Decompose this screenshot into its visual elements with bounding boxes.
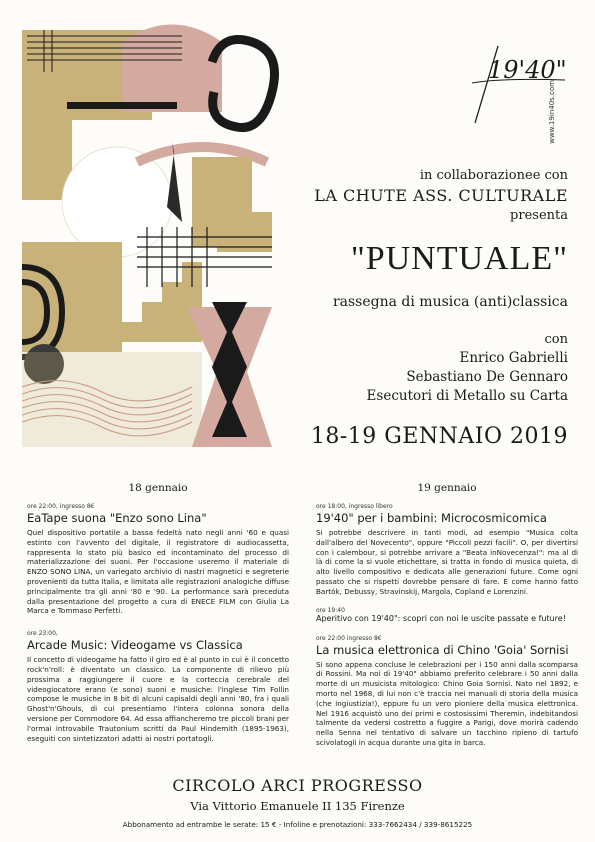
svg-text:19'40": 19'40" bbox=[488, 56, 567, 84]
event-title: EaTape suona "Enzo sono Lina" bbox=[27, 511, 207, 525]
event-title: "PUNTUALE" bbox=[350, 240, 568, 277]
event-title: La musica elettronica di Chino 'Goia' Sornisi bbox=[316, 642, 569, 657]
event-title: 19'40" per i bambini: Microcosmicomica bbox=[316, 511, 547, 525]
event-time: ore 19:40 bbox=[316, 606, 345, 614]
venue-address: Via Vittorio Emanuele II 135 Firenze bbox=[190, 799, 405, 813]
day1-event-2 bbox=[27, 630, 289, 743]
event-time: ore 23:00, bbox=[27, 630, 58, 638]
poster-artwork bbox=[22, 22, 284, 447]
artist-3: Esecutori di Metallo su Carta bbox=[366, 388, 568, 404]
event-time: ore 18:00, ingresso libero bbox=[316, 503, 393, 510]
event-description: Si sono appena concluse le celebrazioni per i 150 anni dalla scomparsa di Rossini. Ma noi di 19'40" abbiamo preferito celebrare i 50 anni dalla morte di un musicista mitologico: Chino Goia Sornisi. Nato nel 1892, e morto nel 1968, di lui non c'è traccia nei manuali di storia della musica (che ingiustizia!), eppure fu un vero pioniere della musica elettronica. Nel 1916 acquistò uno dei primi e costosissimi Theremin, indebitandosi talmente da vedersi costretto a fuggire a Parigi, dove morirà cadendo nella Senna nel tentativo di salvare un tacchino ripieno di tartufo scivolatogli in acqua durante una gita in barca. bbox=[316, 659, 578, 747]
footer-info: Abbonamento ad entrambe le serate: 15 € - Infoline e prenotazioni: 333-7662434 / 339-8615225 bbox=[122, 820, 473, 829]
day1-heading: 18 gennaio bbox=[128, 482, 188, 494]
event-description: Si potrebbe descrivere in tanti modi, ad esempio "Musica colta dall'albero del Novecento", oppure "Piccoli pezzi facili". O, per divertirsi con i calembour, si potrebbe arrivare a "Beata inNovecenza!": ma al di là di come la si vuole etichettare, si tratta in fondo di musica quieta, di alto livello compositivo e dedicata alle generazioni future. Come ogni passato che si rispetti dovrebbe pensare di fare. E come hanno fatto Bartók, Debussy, Stravinskij, Margola, Copland e Lorenzini. bbox=[316, 528, 578, 596]
event-time: ore 22:00 ingresso 8€ bbox=[316, 634, 382, 642]
with-line: con bbox=[544, 332, 568, 347]
event-description: Il concetto di videogame ha fatto il giro ed è al punto in cui è il concetto rock'n'roll: è diventato un classico. La componente di rilievo più prossima a raggiungere il cuore e la corteccia cerebrale del videogiocatore erano (e sono) suoni e musiche: l'inglese Tim Follin compose le musiche in 8 bit di alcuni capisaldi degli anni '80, fra i quali Ghost'n'Ghouls, di cui presentiamo l'intera colonna sonora della versione per Commodore 64. Ad essa affiancheremo tre piccoli brani per l'ormai introvabile Trautonium scritti da Paul Hindemith (1895-1963), eseguiti con sintetizzatori adatti ai nostri portatogli. bbox=[27, 655, 289, 743]
day1-column bbox=[27, 482, 289, 743]
presents-line: presenta bbox=[510, 208, 568, 223]
artist-2: Sebastiano De Gennaro bbox=[406, 369, 568, 385]
venue-name: CIRCOLO ARCI PROGRESSO bbox=[172, 776, 423, 795]
event-description: Quel dispositivo portatile a bassa fedeltà nato negli anni '60 e quasi estinto con l'avvento del digitale, il registratore di audiocassetta, rappresenta lo stato più basico ed incontaminato del processo di materializzazione dei suoni. Per l'occasione useremo il materiale di ENZO SONO LINA, un variegato archivio di nastri magnetici e segreterie provenienti da tutta Italia, e limitata alle registrazioni analogiche diffuse principalmente tra gli anni '80 e '90. La performance sarà preceduta dalla presentazione del progetto a cura di ENECE FILM con Giulia La Marca e Tommaso Perfetti. bbox=[27, 528, 289, 616]
collaboration-line: in collaborazionee con bbox=[419, 168, 568, 183]
day2-column bbox=[316, 482, 578, 748]
event-aperitivo: Aperitivo con 19'40": scopri con noi le uscite passate e future! bbox=[316, 613, 566, 623]
event-title: Arcade Music: Videogame vs Classica bbox=[27, 638, 243, 653]
day2-heading: 19 gennaio bbox=[417, 482, 477, 494]
day2-event-3 bbox=[316, 635, 578, 748]
event-dates: 18-19 GENNAIO 2019 bbox=[310, 424, 568, 449]
event-subtitle: rassegna di musica (anti)classica bbox=[332, 294, 568, 310]
artist-1: Enrico Gabrielli bbox=[459, 350, 568, 366]
day1-event-1 bbox=[27, 503, 289, 616]
event-time: ore 22:00, ingresso 8€ bbox=[27, 503, 95, 510]
logo-url: www.19in40s.com bbox=[548, 80, 556, 144]
day2-event-2 bbox=[316, 607, 578, 623]
organization-name: LA CHUTE ASS. CULTURALE bbox=[314, 186, 568, 205]
day2-event-1 bbox=[316, 503, 578, 597]
